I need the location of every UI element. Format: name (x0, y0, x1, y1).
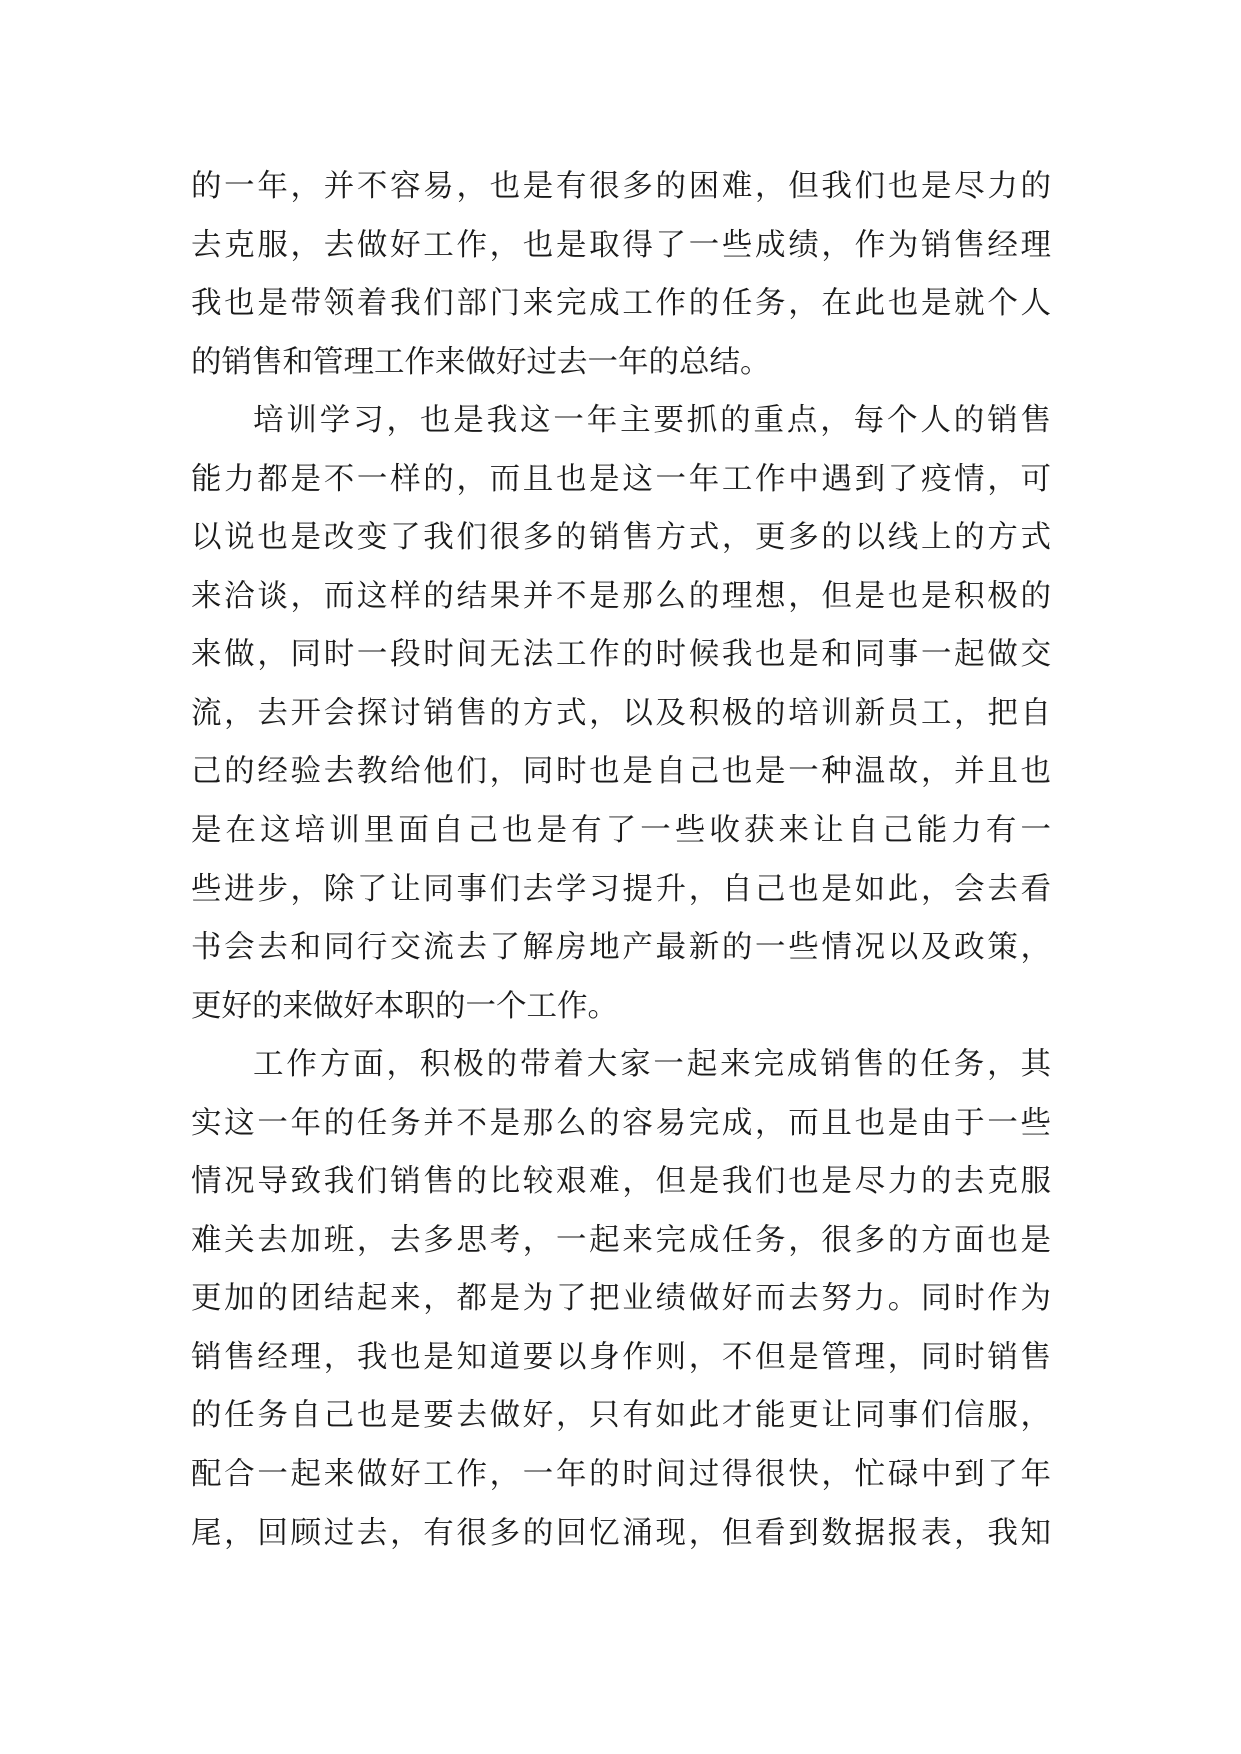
text-line: 书会去和同行交流去了解房地产最新的一些情况以及政策， (191, 930, 1051, 966)
text-line: 情况导致我们销售的比较艰难，但是我们也是尽力的去克服 (191, 1164, 1051, 1200)
text-line: 来做，同时一段时间无法工作的时候我也是和同事一起做交 (191, 637, 1051, 673)
text-line: 实这一年的任务并不是那么的容易完成，而且也是由于一些 (191, 1105, 1051, 1141)
text-line: 的销售和管理工作来做好过去一年的总结。 (191, 344, 771, 380)
text-line: 配合一起来做好工作，一年的时间过得很快，忙碌中到了年 (191, 1457, 1051, 1493)
text-line: 我也是带领着我们部门来完成工作的任务，在此也是就个人 (191, 286, 1051, 322)
document-body (191, 158, 1051, 1563)
text-line: 是在这培训里面自己也是有了一些收获来让自己能力有一 (191, 813, 1051, 849)
text-line: 去克服，去做好工作，也是取得了一些成绩，作为销售经理 (191, 227, 1051, 263)
paragraph-start-line: 工作方面，积极的带着大家一起来完成销售的任务，其 (253, 1047, 1051, 1083)
text-line: 些进步，除了让同事们去学习提升，自己也是如此，会去看 (191, 871, 1051, 907)
text-line: 来洽谈，而这样的结果并不是那么的理想，但是也是积极的 (191, 578, 1051, 614)
text-line: 的一年，并不容易，也是有很多的困难，但我们也是尽力的 (191, 169, 1051, 204)
text-line: 尾，回顾过去，有很多的回忆涌现，但看到数据报表，我知 (191, 1515, 1051, 1551)
text-line: 能力都是不一样的，而且也是这一年工作中遇到了疫情，可 (191, 461, 1051, 497)
text-line: 己的经验去教给他们，同时也是自己也是一种温故，并且也 (191, 754, 1051, 790)
text-line: 以说也是改变了我们很多的销售方式，更多的以线上的方式 (191, 520, 1051, 556)
text-line: 销售经理，我也是知道要以身作则，不但是管理，同时销售 (191, 1339, 1051, 1375)
text-line: 流，去开会探讨销售的方式，以及积极的培训新员工，把自 (191, 695, 1051, 731)
text-line: 更加的团结起来，都是为了把业绩做好而去努力。同时作为 (191, 1281, 1051, 1317)
text-line: 的任务自己也是要去做好，只有如此才能更让同事们信服， (191, 1398, 1051, 1434)
text-line: 更好的来做好本职的一个工作。 (191, 988, 618, 1024)
text-line: 难关去加班，去多思考，一起来完成任务，很多的方面也是 (191, 1222, 1051, 1258)
paragraph-start-line: 培训学习，也是我这一年主要抓的重点，每个人的销售 (253, 403, 1051, 439)
